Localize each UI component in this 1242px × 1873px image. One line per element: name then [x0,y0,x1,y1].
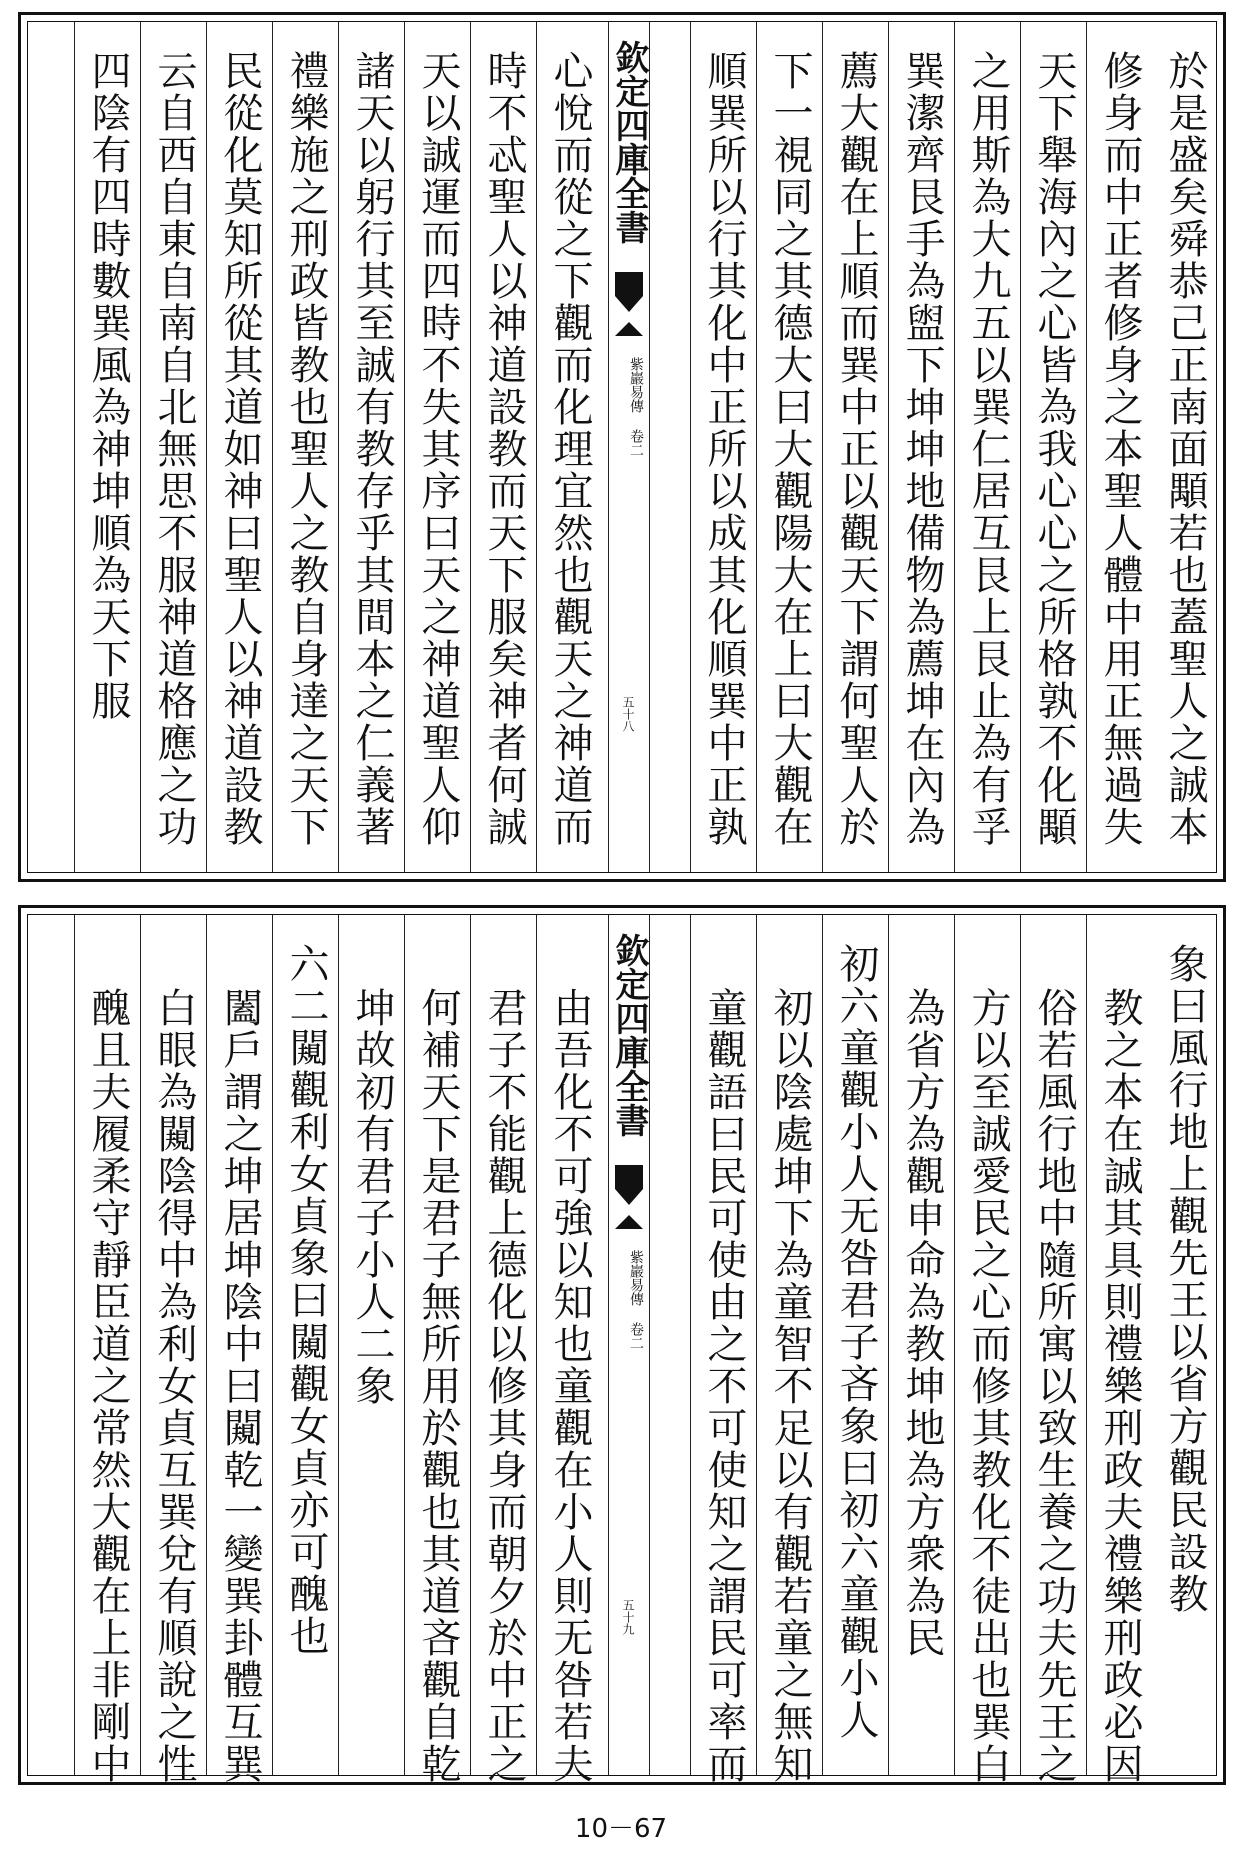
column [1086,915,1152,1785]
column [272,22,338,872]
page-footer-number: 10－67 [574,1814,668,1844]
column [470,22,536,872]
column [822,915,888,1775]
column [690,22,756,872]
fish-tail-mark-icon [615,272,643,312]
column [888,915,954,1775]
column-text: 由吾化不可強以知也童觀在小人則无咎若夫 [547,987,593,1785]
column-text: 教之本在誠其具則禮樂刑政夫禮樂刑政必因 [1097,987,1143,1785]
top-page-frame [27,21,1217,873]
center-title-strip [608,915,650,1775]
fish-tail-mark-icon [615,1165,643,1205]
collection-title: 欽定四庫全書 [609,933,649,1137]
column [536,22,602,872]
column-text: 初以陰處坤下為童智不足以有觀若童之無知 [767,987,813,1785]
column-text: 禮樂施之刑政皆教也聖人之教自身達之天下 [283,50,329,848]
column-text: 白眼為闚陰得中為利女貞互巽兌有順說之性 [151,987,197,1785]
column-text: 民從化莫知所從其道如神曰聖人以神道設教 [217,50,263,848]
column-text: 諸天以躬行其至誠有教存乎其間本之仁義著 [349,50,395,848]
column-text: 四陰有四時數巽風為神坤順為天下服 [85,50,131,722]
column [1020,915,1086,1785]
column-text: 六二闚觀利女貞象曰闚觀女貞亦可醜也 [283,943,329,1657]
leaf-number: 五十八 [621,696,635,732]
column-text: 醜且夫履柔守靜臣道之常然大觀在上非剛中 [85,987,131,1785]
column [206,915,272,1785]
center-title-strip [608,22,650,872]
collection-title: 欽定四庫全書 [609,40,649,244]
column-text: 天下舉海內之心皆為我心心之所格孰不化顒 [1031,50,1077,848]
column [888,22,954,872]
column-text: 順巽所以行其化中正所以成其化順巽中正孰 [701,50,747,848]
column [690,915,756,1785]
column [272,915,338,1775]
column [1020,22,1086,872]
column-text: 坤故初有君子小人二象 [349,987,395,1407]
column [470,915,536,1785]
column-text: 修身而中正者修身之本聖人體中用正無過失 [1097,50,1143,848]
column-text: 心悅而從之下觀而化理宜然也觀天之神道而 [547,50,593,848]
column-text: 為省方為觀申命為教坤地為方衆為民 [899,987,945,1659]
column [1086,22,1152,872]
column-text: 天以誠運而四時不失其序曰天之神道聖人仰 [415,50,461,848]
column-text: 薦大觀在上順而巽中正以觀天下謂何聖人於 [833,50,879,848]
column [404,915,470,1785]
column-text: 下一視同之其德大曰大觀陽大在上曰大觀在 [767,50,813,848]
column-text: 時不忒聖人以神道設教而天下服矣神者何誠 [481,50,527,848]
column-text: 君子不能觀上德化以修其身而朝夕於中正之 [481,987,527,1785]
column-text: 象曰風行地上觀先王以省方觀民設教 [1162,943,1208,1615]
column [822,22,888,872]
column-text: 童觀語曰民可使由之不可使知之謂民可率而 [701,987,747,1785]
column-text: 闔戶謂之坤居坤陰中曰闚乾一變巽卦體互巽 [217,987,263,1785]
book-title: 紫巖易傳 卷二 [628,1250,644,1350]
column [1152,22,1218,872]
column [756,22,822,872]
column [404,22,470,872]
column-text: 俗若風行地中隨所寓以致生養之功夫先王之 [1031,987,1077,1785]
book-title: 紫巖易傳 卷二 [628,357,644,457]
fish-tail-mark-icon [615,322,643,336]
column [74,22,140,872]
column [206,22,272,872]
column [74,915,140,1785]
column [338,915,404,1775]
column-text: 何補天下是君子無所用於觀也其道吝觀自乾 [415,987,461,1785]
bottom-page [18,905,1226,1785]
column [536,915,602,1785]
column [338,22,404,872]
column-text: 云自西自東自南自北無思不服神道格應之功 [151,50,197,848]
column [140,915,206,1785]
column [140,22,206,872]
fish-tail-mark-icon [615,1215,643,1229]
column-text: 方以至誠愛民之心而修其教化不徒出也巽白 [965,987,1011,1785]
column-text: 於是盛矣舜恭己正南面顒若也蓋聖人之誠本 [1162,50,1208,848]
leaf-number: 五十九 [621,1599,635,1635]
column-text: 之用斯為大九五以巽仁居互艮上艮止為有孚 [965,50,1011,848]
column [1152,915,1218,1775]
column [954,915,1020,1785]
bottom-page-frame [27,914,1217,1785]
column-text: 巽潔齊艮手為盥下坤坤地備物為薦坤在內為 [899,50,945,848]
column-text: 初六童觀小人无咎君子吝象曰初六童觀小人 [833,943,879,1741]
column [954,22,1020,872]
column [756,915,822,1785]
top-page [18,12,1226,882]
